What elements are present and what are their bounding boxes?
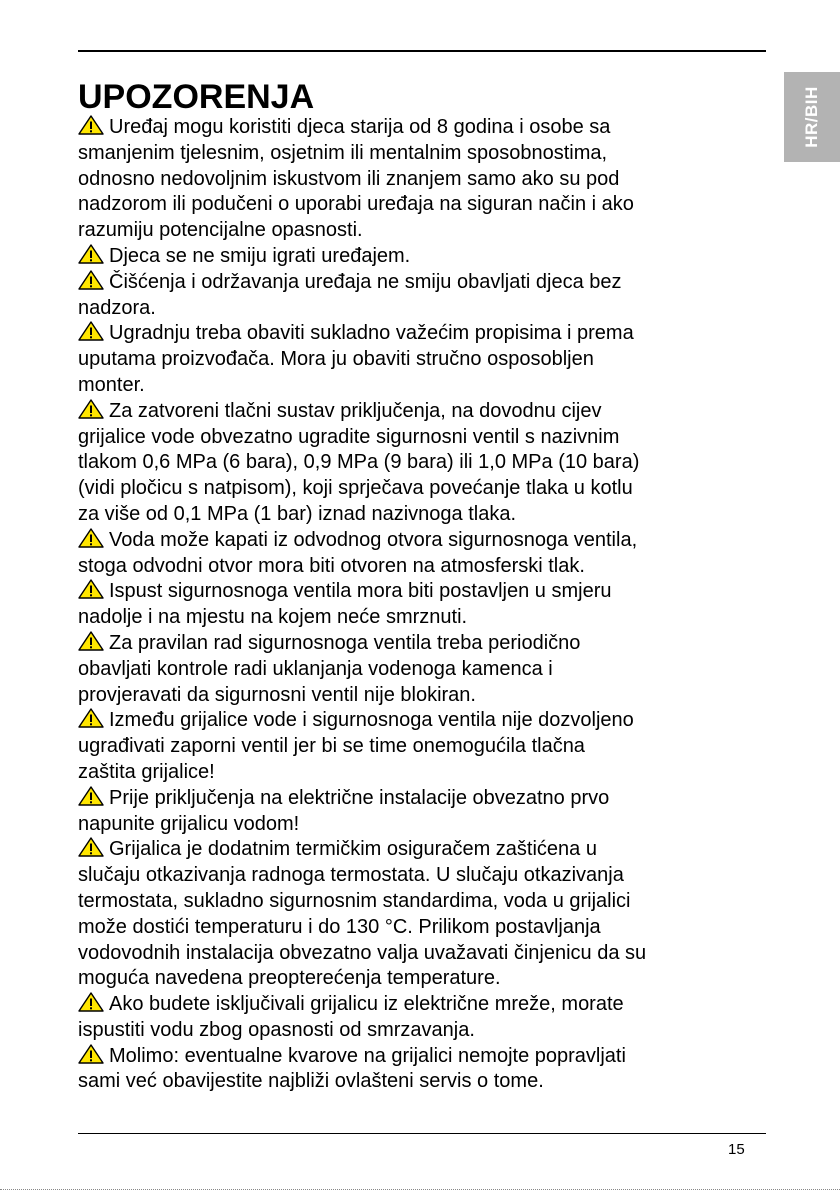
warning-item: [78, 115, 778, 244]
warnings-list: [78, 115, 778, 1095]
warning-triangle-icon: [78, 708, 104, 728]
warning-triangle-icon: [78, 270, 104, 290]
warning-text: za više od 0,1 MPa (1 bar) iznad nazivnoga tlaka.: [78, 502, 517, 525]
warning-text: Ispust sigurnosnoga ventila mora biti postavljen u smjeru: [109, 580, 612, 603]
warning-text: nadolje i na mjestu na kojem neće smrznuti.: [78, 606, 468, 629]
warning-text-line: [78, 863, 778, 889]
warning-text-line: [78, 296, 778, 322]
warning-text-line: [78, 837, 778, 863]
page-title: UPOZORENJA: [78, 78, 315, 116]
warning-triangle-icon: [78, 528, 104, 548]
warning-text: Prije priključenja na električne instalacije obvezatno prvo: [109, 786, 610, 809]
warning-text: sami već obavijestite najbliži ovlašteni servis o tome.: [78, 1070, 544, 1093]
warning-text-line: [78, 321, 778, 347]
warning-item: [78, 992, 778, 1044]
warning-item: [78, 528, 778, 580]
warning-text: provjeravati da sigurnosni ventil nije blokiran.: [78, 683, 476, 706]
warning-text-line: [78, 1044, 778, 1070]
warning-text: Čišćenja i održavanja uređaja ne smiju obavljati djeca bez: [109, 270, 622, 293]
warning-text-line: [78, 605, 778, 631]
warning-text-line: [78, 347, 778, 373]
warning-text: ugrađivati zaporni ventil jer bi se time onemogućila tlačna: [78, 735, 585, 758]
warning-text-line: [78, 579, 778, 605]
warning-triangle-icon: [78, 115, 104, 135]
warning-triangle-icon: [78, 631, 104, 651]
warning-item: [78, 399, 778, 528]
warning-text-line: [78, 528, 778, 554]
warning-text: nadzorom ili podučeni o uporabi uređaja na siguran način i ako: [78, 193, 634, 216]
language-tab-label: HR/BIH: [802, 86, 821, 148]
warning-text-line: [78, 760, 778, 786]
warning-text-line: [78, 966, 778, 992]
warning-triangle-icon: [78, 1044, 104, 1064]
warning-text-line: [78, 167, 778, 193]
warning-triangle-icon: [78, 399, 104, 419]
warning-text-line: [78, 476, 778, 502]
warning-text-line: [78, 683, 778, 709]
bottom-rule: [78, 1133, 766, 1134]
warning-text: Ugradnju treba obaviti sukladno važećim propisima i prema: [109, 322, 634, 345]
warning-text: stoga odvodni otvor mora biti otvoren na atmosferski tlak.: [78, 554, 585, 577]
warning-text-line: [78, 141, 778, 167]
warning-text: (vidi pločicu s natpisom), koji sprječava povećanje tlaka u kotlu: [78, 477, 633, 500]
warning-text-line: [78, 631, 778, 657]
warning-text: obavljati kontrole radi uklanjanja vodenoga kamenca i: [78, 657, 553, 680]
warning-text-line: [78, 786, 778, 812]
warning-text-line: [78, 425, 778, 451]
warning-text: odnosno nedovoljnim iskustvom ili znanjem samo ako su pod: [78, 167, 620, 190]
warning-item: [78, 1044, 778, 1096]
warning-text: Ako budete isključivali grijalicu iz električne mreže, morate: [109, 993, 624, 1016]
warning-item: [78, 708, 778, 785]
warning-text-line: [78, 399, 778, 425]
warning-text-line: [78, 270, 778, 296]
warning-text-line: [78, 1018, 778, 1044]
warning-text-line: [78, 941, 778, 967]
warning-text-line: [78, 244, 778, 270]
warning-text: Voda može kapati iz odvodnog otvora sigurnosnoga ventila,: [109, 528, 638, 551]
warning-text: termostata, sukladno sigurnosnim standardima, voda u grijalici: [78, 889, 631, 912]
warning-triangle-icon: [78, 992, 104, 1012]
warning-text: smanjenim tjelesnim, osjetnim ili mentalnim sposobnostima,: [78, 141, 608, 164]
warning-text: Grijalica je dodatnim termičkim osiguračem zaštićena u: [109, 838, 597, 861]
warning-text: Uređaj mogu koristiti djeca starija od 8 godina i osobe sa: [109, 116, 611, 138]
warning-text: Djeca se ne smiju igrati uređajem.: [109, 244, 411, 267]
warning-text-line: [78, 708, 778, 734]
warning-text: napunite grijalicu vodom!: [78, 812, 300, 835]
warning-text-line: [78, 554, 778, 580]
warning-text-line: [78, 812, 778, 838]
warning-item: [78, 631, 778, 708]
warning-triangle-icon: [78, 579, 104, 599]
warning-text-line: [78, 992, 778, 1018]
warning-item: [78, 321, 778, 398]
warning-text: može dostići temperaturu i do 130 °C. Prilikom postavljanja: [78, 915, 601, 938]
page-number: 15: [728, 1141, 745, 1158]
warning-text: razumiju potencijalne opasnosti.: [78, 219, 363, 242]
warning-text: Za zatvoreni tlačni sustav priključenja, na dovodnu cijev: [109, 399, 602, 422]
warning-text: vodovodnih instalacija obvezatno valja uvažavati činjenicu da su: [78, 941, 647, 964]
warning-text: uputama proizvođača. Mora ju obaviti stručno osposobljen: [78, 348, 594, 371]
warning-text: tlakom 0,6 MPa (6 bara), 0,9 MPa (9 bara) ili 1,0 MPa (10 bara): [78, 451, 640, 474]
warning-triangle-icon: [78, 837, 104, 857]
warning-text-line: [78, 1069, 778, 1095]
warning-text-line: [78, 115, 778, 141]
warning-text: slučaju otkazivanja radnoga termostata. U slučaju otkazivanja: [78, 864, 624, 887]
warning-item: [78, 270, 778, 322]
warning-text: zaštita grijalice!: [78, 760, 215, 783]
warning-item: [78, 786, 778, 838]
warning-text-line: [78, 734, 778, 760]
warning-text-line: [78, 218, 778, 244]
language-tab: [784, 72, 840, 162]
warning-text-line: [78, 192, 778, 218]
warning-text-line: [78, 373, 778, 399]
warning-text: Između grijalice vode i sigurnosnoga ventila nije dozvoljeno: [109, 709, 634, 732]
warning-triangle-icon: [78, 321, 104, 341]
warning-triangle-icon: [78, 786, 104, 806]
warning-item: [78, 837, 778, 992]
warning-text: Za pravilan rad sigurnosnoga ventila treba periodično: [109, 631, 581, 654]
warning-text: nadzora.: [78, 296, 156, 319]
warning-text-line: [78, 502, 778, 528]
warning-text: monter.: [78, 373, 145, 396]
warning-item: [78, 244, 778, 270]
top-rule: [78, 50, 766, 52]
page-edge-divider: [0, 1189, 840, 1190]
warning-text: moguća navedena preopterećenja temperature.: [78, 967, 501, 990]
warning-text-line: [78, 915, 778, 941]
warning-item: [78, 579, 778, 631]
warning-text-line: [78, 889, 778, 915]
warning-triangle-icon: [78, 244, 104, 264]
warning-text-line: [78, 450, 778, 476]
warning-text: grijalice vode obvezatno ugradite sigurnosni ventil s nazivnim: [78, 425, 620, 448]
warning-text: ispustiti vodu zbog opasnosti od smrzavanja.: [78, 1018, 475, 1041]
warning-text-line: [78, 657, 778, 683]
warning-text: Molimo: eventualne kvarove na grijalici nemojte popravljati: [109, 1044, 626, 1067]
